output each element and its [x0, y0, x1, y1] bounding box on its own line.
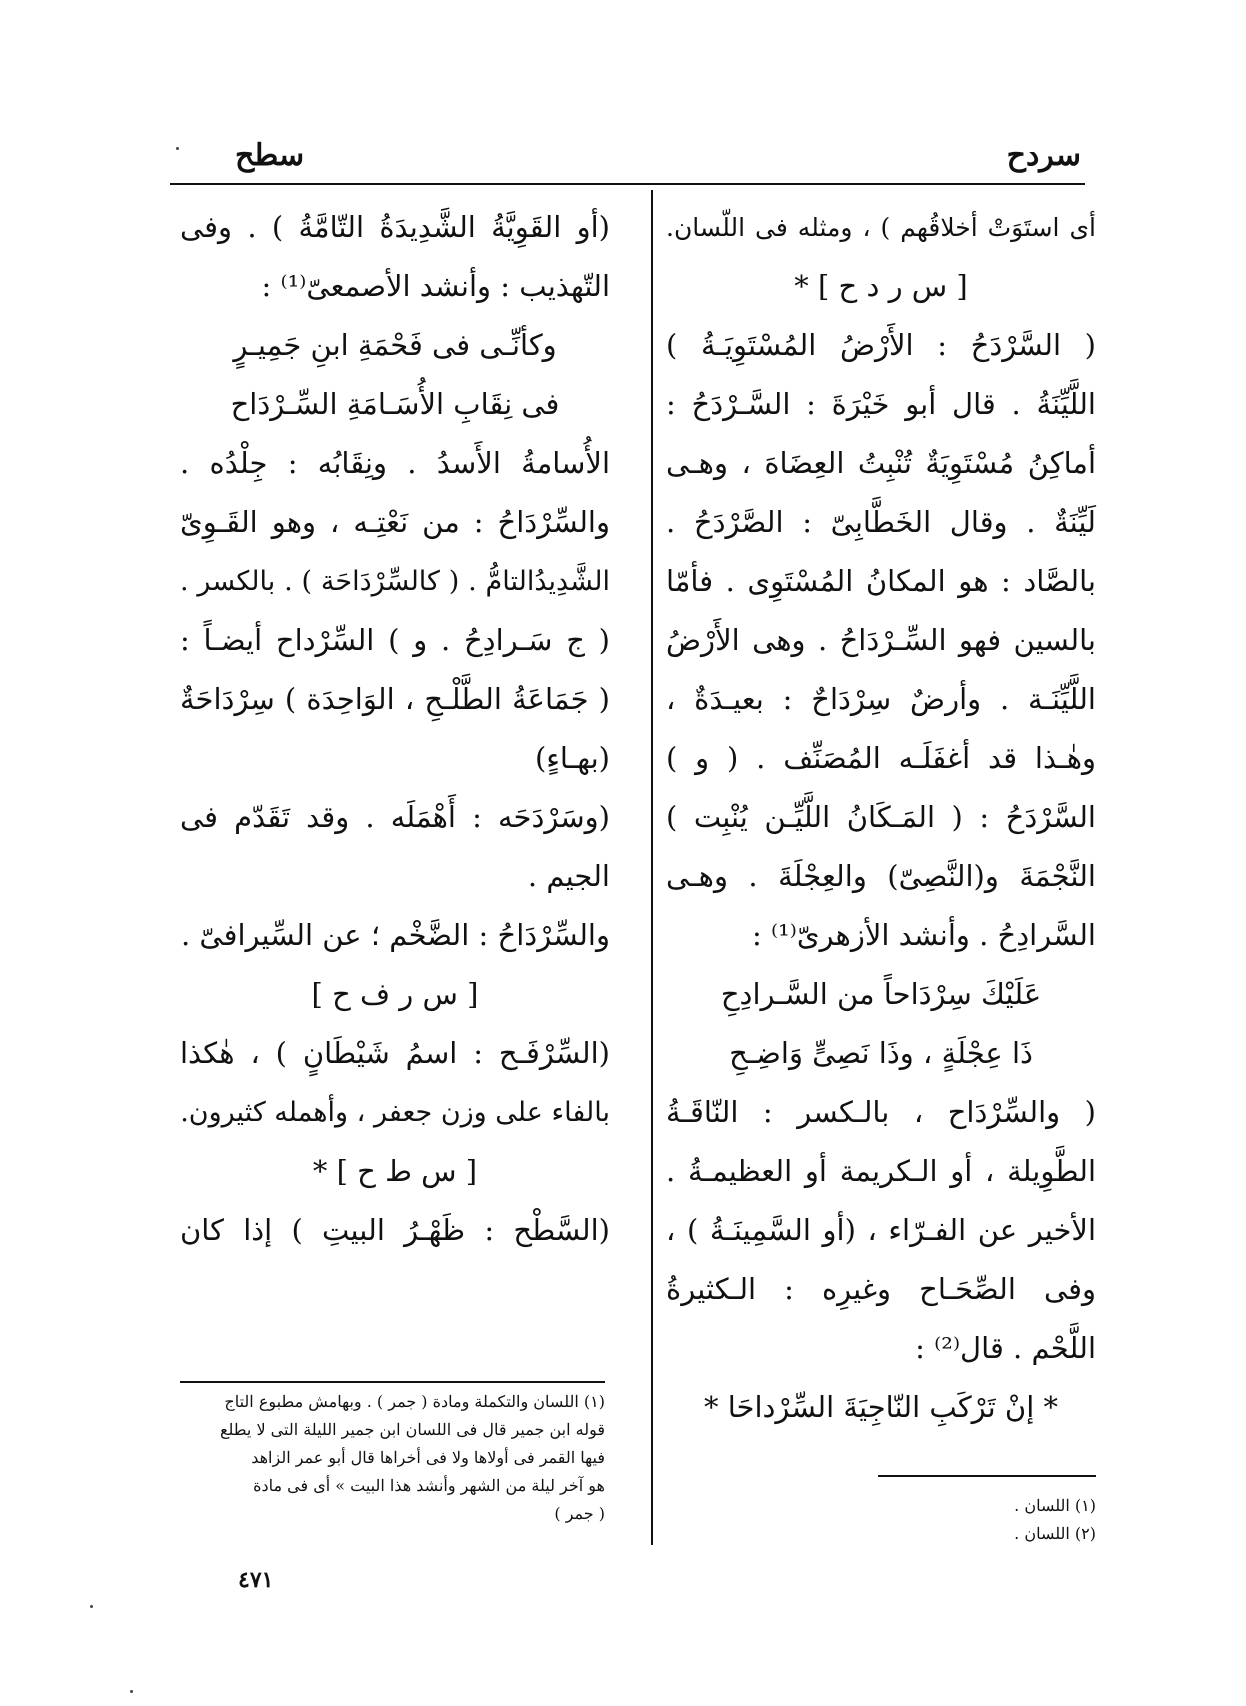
text-line: وهٰـذا قد أغفَلَـه المُصَنِّف . ( و ) — [666, 741, 1096, 775]
scan-speck — [90, 1605, 93, 1608]
text-line: (وسَرْدَحَه : أَهْمَلَه . وقد تَقَدّم فى — [180, 800, 610, 834]
header-rule — [170, 183, 1085, 185]
text-line: بالصَّاد : هو المكانُ المُسْتَوِى . فأمّا — [666, 564, 1096, 598]
text-line: اللَّيِّنَةُ . قال أبو خَيْرَةَ : السَّـرْدَحُ : — [666, 387, 1096, 421]
footnote-rule — [878, 1475, 1096, 1477]
text-line: ( جَمَاعَةُ الطَّلْـحِ ، الوَاحِدَة ) سِرْدَاحَةٌ — [180, 682, 610, 716]
page-number: ٤٧١ — [238, 1567, 274, 1593]
text-line: التّهذيب : وأنشد الأصمعىّ⁽¹⁾ : — [261, 269, 610, 303]
text-line: ( والسِّرْدَاح ، بالـكسر : النّاقَـةُ — [666, 1095, 1096, 1129]
verse-line: * إنْ تَرْكَبِ النّاجِيَةَ السِّرْداحَا * — [703, 1390, 1058, 1424]
text-line: السَّرْدَحُ : ( المَـكَانُ اللَّيِّـن يُنْبِت ) — [666, 800, 1096, 834]
footnote: (١) اللسان . — [1014, 1496, 1096, 1515]
verse-line: ذَا عِجْلَةٍ ، وذَا نَصِىٍّ وَاضِـحِ — [729, 1036, 1033, 1070]
footnote: (١) اللسان والتكملة ومادة ( جمر ) . وبهامش مطبوع التاج — [224, 1392, 605, 1411]
text-line: الشَّدِيدُالتامُّ . ( كالسِّرْدَاحَة ) . بالكسر . — [180, 566, 610, 597]
text-line: الطَّوِيلة ، أو الـكريمة أو العظيمـةُ . — [666, 1154, 1096, 1188]
text-line: (بهـاءٍ) — [534, 741, 610, 775]
text-line: (أو القَوِيَّةُ الشَّدِيدَةُ التّامَّةُ ) . وفى — [180, 210, 610, 244]
text-line: ( السَّرْدَحُ : الأَرْضُ المُسْتَوِيَـةُ ) — [666, 328, 1096, 362]
footnote: قوله ابن جمير قال فى اللسان ابن جمير الليلة التى لا يطلع — [219, 1420, 605, 1439]
text-line: والسِّرْدَاحُ : من نَعْتِـه ، وهو القَـوِىّ — [180, 505, 610, 539]
verse-line: عَلَيْكَ سِرْدَاحاً من السَّـرادِحِ — [720, 977, 1042, 1011]
text-line: بالسين فهو السِّـرْدَاحُ . وهى الأَرْضُ — [666, 623, 1096, 657]
scan-speck — [176, 147, 179, 150]
column-divider — [651, 190, 653, 1545]
text-line: والسِّرْدَاحُ : الضَّخْم ؛ عن السِّيرافىّ . — [180, 918, 610, 952]
entry-heading: [ س ط ح ] * — [312, 1154, 478, 1188]
footnote-rule — [180, 1381, 605, 1383]
text-line: وفى الصِّحَـاح وغيرِه : الـكثيرةُ — [666, 1272, 1096, 1306]
header-left-entry: سطح — [235, 138, 305, 173]
text-line: الأخير عن الفـرّاء ، (أو السَّمِينَـةُ ) ، — [666, 1213, 1096, 1247]
text-line: أماكِنُ مُسْتَوِيَةٌ تُنْبِتُ العِضَاهَ ، وهـى — [666, 446, 1096, 480]
text-line: النَّجْمَةَ و(النَّصِىّ) والعِجْلَةَ . وهـى — [666, 859, 1096, 893]
text-line: السَّرادِحُ . وأنشد الأزهرىّ⁽¹⁾ : — [751, 918, 1096, 952]
header-right-entry: سردح — [1006, 138, 1081, 173]
text-line: (السَّطْح : ظَهْـرُ البيتِ ) إذا كان — [180, 1213, 610, 1247]
text-line: لَيِّنَةٌ . وقال الخَطَّابِىّ : الصَّرْدَحُ . — [666, 505, 1096, 539]
text-line: ( ج سَـرادِحُ . و ) السِّرْداح أيضـاً : — [180, 623, 610, 657]
text-line: الأُسامةُ الأَسدُ . ونِقَابُه : جِلْدُه . — [180, 446, 610, 480]
verse-line: وكأنِّـى فى فَحْمَةِ ابنِ جَمِيـرٍ — [233, 328, 557, 362]
footnote: (٢) اللسان . — [1014, 1524, 1096, 1543]
left-column — [180, 198, 610, 1260]
text-line: أى استَوَتْ أخلاقُهم ) ، ومثله فى اللّسان. — [666, 213, 1096, 242]
entry-heading: [ س ر ف ح ] — [311, 977, 479, 1011]
text-line: اللَّيِّنَـة . وأرضٌ سِرْدَاحٌ : بعيـدَةٌ ، — [666, 682, 1096, 716]
footnote: هو آخر ليلة من الشهر وأنشد هذا البيت » أى فى مادة — [253, 1476, 605, 1495]
verse-line: فى نِقَابِ الأُسَـامَةِ السِّـرْدَاح — [230, 387, 560, 421]
text-line: الجيم . — [527, 859, 610, 893]
footnote: ( جمر ) — [554, 1504, 605, 1523]
text-line: بالفاء على وزن جعفر ، وأهمله كثيرون. — [180, 1097, 610, 1128]
entry-heading: [ س ر د ح ] * — [794, 269, 968, 303]
right-footnotes — [676, 1492, 1096, 1548]
text-line: اللَّحْم . قال⁽²⁾ : — [915, 1331, 1096, 1365]
scan-speck — [130, 1690, 133, 1693]
footnote: فيها القمر فى أولاها ولا فى أخراها قال أبو عمر الزاهد — [251, 1448, 605, 1467]
right-column — [666, 198, 1096, 1437]
text-line: (السِّرْفَـح : اسمُ شَيْطَانٍ ) ، هٰكذا — [180, 1036, 610, 1070]
left-footnotes — [180, 1388, 605, 1528]
